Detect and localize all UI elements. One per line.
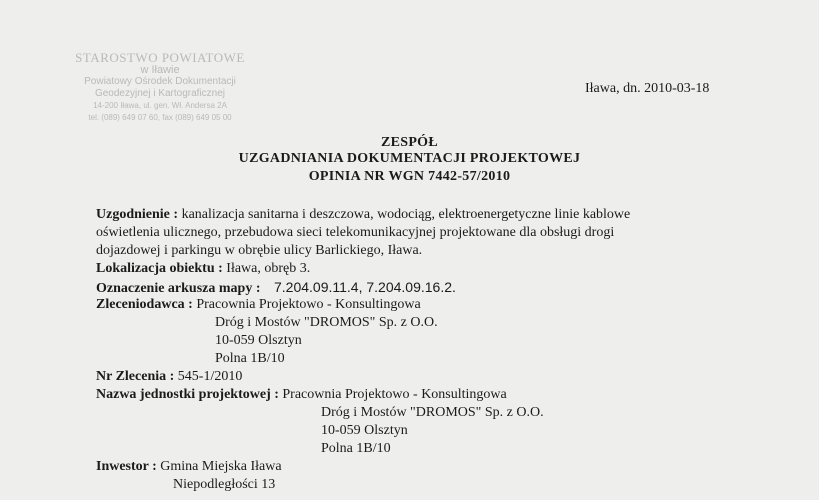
nr-zlecenia-row: [96, 369, 242, 385]
heading-line-2: UZGADNIANIA DOKUMENTACJI PROJEKTOWEJ: [238, 151, 581, 166]
office-stamp: [55, 52, 265, 124]
zleceniodawca-line: 10-059 Olsztyn: [215, 333, 302, 348]
lokalizacja-row: [96, 261, 310, 277]
document-date: Iławа, dn. 2010-03-18: [585, 81, 710, 96]
zleceniodawca-line: Polna 1B/10: [215, 351, 285, 366]
jednostka-line: 10-059 Olsztyn: [321, 423, 408, 438]
inwestor-line: Niepodległości 13: [173, 477, 276, 492]
stamp-line: 14-200 Iława, ul. gen. Wł. Andersa 2A: [93, 101, 227, 110]
jednostka-line: Pracownia Projektowo - Konsultingowa: [282, 387, 507, 402]
zleceniodawca-line: Pracownia Projektowo - Konsultingowa: [196, 297, 421, 312]
jednostka-line: Polna 1B/10: [321, 441, 391, 456]
zleceniodawca-row: [96, 297, 421, 313]
heading-line-3: OPINIA NR WGN 7442-57/2010: [308, 169, 511, 184]
lokalizacja-label: Lokalizacja obiektu :: [96, 261, 223, 276]
stamp-line: Powiatowy Ośrodek Dokumentacji: [84, 76, 236, 87]
uzgodnienie-line-2: oświetlenia ulicznego, przebudowa sieci telekomunikacyjnej projektowane dla obsługi drogi: [96, 225, 615, 240]
uzgodnienie-line-3: dojazdowej i parkingu w obrębie ulicy Barlickiego, Iława.: [96, 243, 423, 258]
stamp-line: tel. (089) 649 07 60, fax (089) 649 05 00: [88, 113, 232, 122]
stamp-line: STAROSTWO POWIATOWE: [75, 50, 245, 65]
heading-line-1: ZESPÓŁ: [380, 135, 439, 150]
arkusz-value: 7.204.09.11.4, 7.204.09.16.2.: [273, 279, 456, 295]
uzgodnienie-line-1: [96, 207, 630, 223]
uzgodnienie-label: Uzgodnienie :: [96, 207, 179, 222]
lokalizacja-value: Iława, obręb 3.: [226, 261, 311, 276]
arkusz-label: Oznaczenie arkusza mapy :: [96, 281, 261, 296]
jednostka-label: Nazwa jednostki projektowej :: [96, 387, 279, 402]
arkusz-row: [96, 279, 456, 297]
inwestor-row: [96, 459, 282, 475]
zleceniodawca-label: Zleceniodawca :: [96, 297, 193, 312]
stamp-line: Geodezyjnej i Kartograficznej: [94, 88, 226, 99]
jednostka-row: [96, 387, 507, 403]
inwestor-line: Gmina Miejska Iława: [160, 459, 282, 474]
zleceniodawca-line: Dróg i Mostów "DROMOS" Sp. z O.O.: [215, 315, 438, 330]
uzgodnienie-text: kanalizacja sanitarna i deszczowa, wodociąg, elektroenergetyczne linie kablowe: [181, 207, 631, 222]
stamp-line: w Iławie: [140, 64, 180, 76]
nr-zlecenia-label: Nr Zlecenia :: [96, 369, 175, 384]
nr-zlecenia-value: 545-1/2010: [177, 369, 243, 384]
jednostka-line: Dróg i Mostów "DROMOS" Sp. z O.O.: [321, 405, 544, 420]
inwestor-label: Inwestor :: [96, 459, 157, 474]
